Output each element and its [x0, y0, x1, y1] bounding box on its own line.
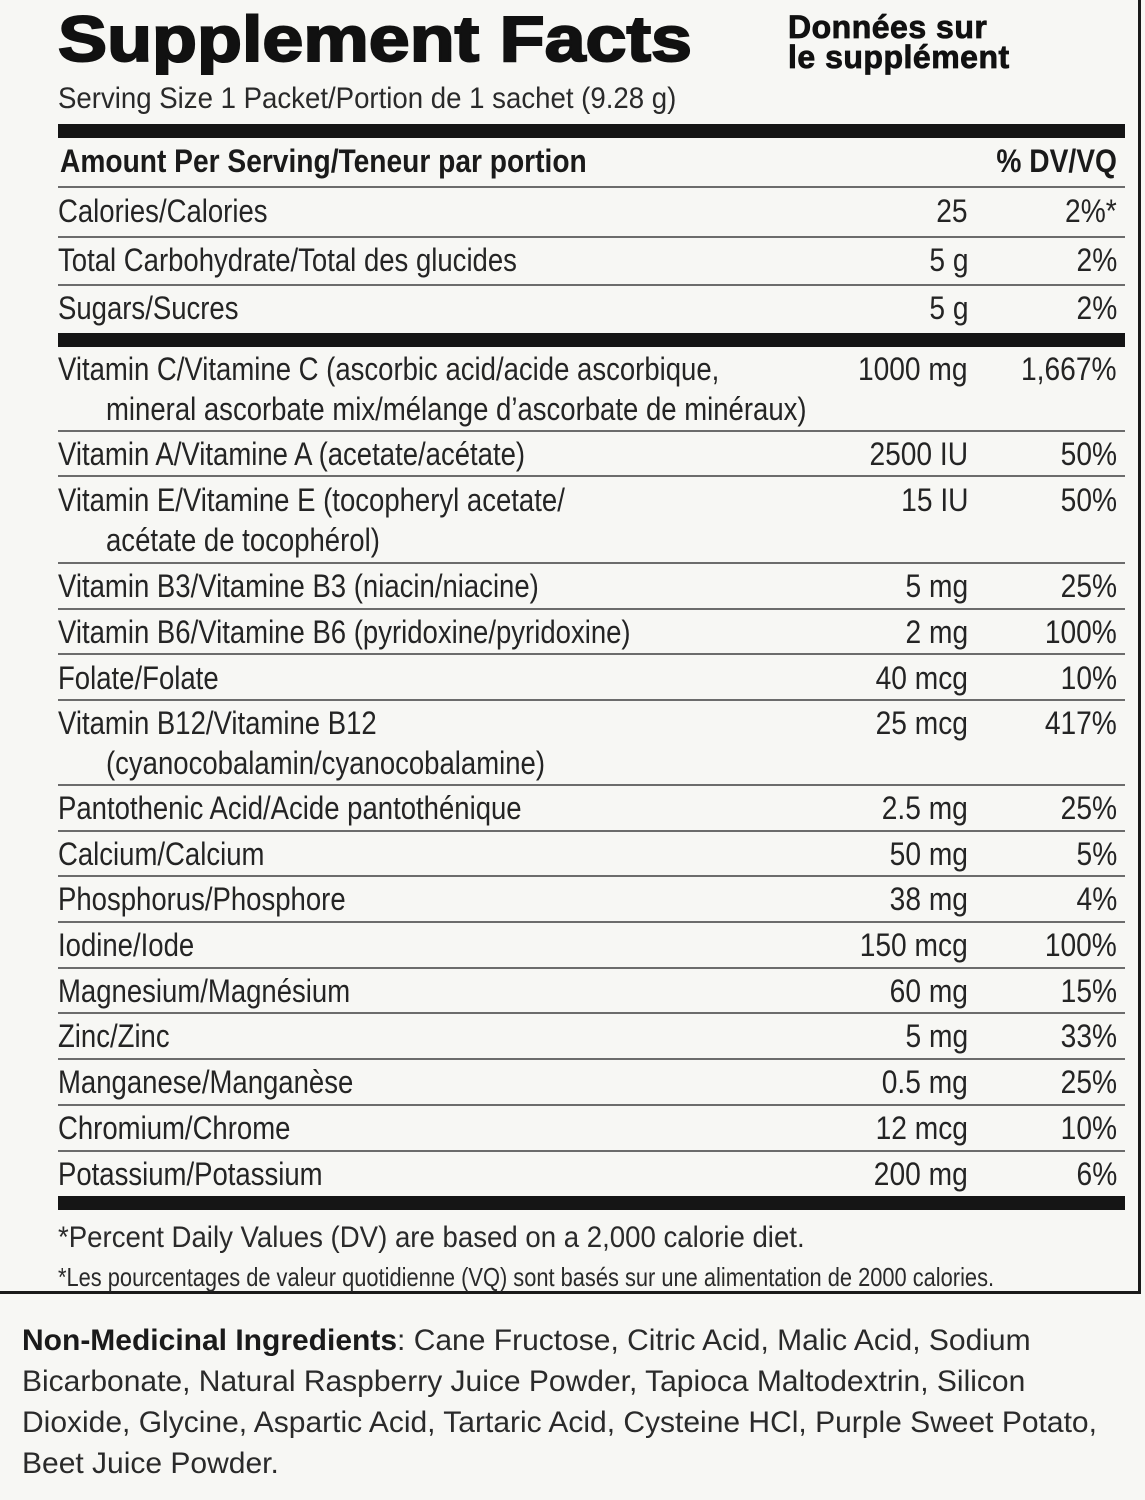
- nutrient-dv: 10%: [1060, 660, 1117, 696]
- nutrient-name: Iodine/Iode: [58, 927, 195, 963]
- divider: [58, 562, 1125, 564]
- nutrient-name: Phosphorus/Phosphore: [58, 881, 346, 917]
- nutrient-name: Total Carbohydrate/Total des glucides: [58, 242, 517, 278]
- nutrient-dv: 2%*: [1065, 193, 1117, 229]
- ingredients-text: : Cane Fructose, Citric Acid, Malic Acid, Sodium Bicarbonate, Natural Raspberry Juice Powder, Tapioca Maltodextrin, Silicon Dioxide, Glycine, Aspartic Acid, Tartaric Acid, Cysteine HCl, Purple Sweet Potato, Beet Juice Powder.: [22, 1324, 1097, 1480]
- nutrient-amount: 5 mg: [905, 568, 968, 604]
- nutrient-name: Magnesium/Magnésium: [58, 973, 351, 1009]
- dv-label: % DV/VQ: [996, 143, 1117, 179]
- table-row: [58, 480, 1125, 562]
- non-medicinal-ingredients: [22, 1320, 1132, 1484]
- table-row: [58, 349, 1125, 431]
- nutrient-name: Chromium/Chrome: [58, 1110, 291, 1146]
- divider: [58, 430, 1125, 432]
- footnote-french: *Les pourcentages de valeur quotidienne (VQ) sont basés sur une alimentation de 2000 calories.: [58, 1262, 995, 1292]
- nutrient-amount: 2.5 mg: [881, 790, 968, 826]
- nutrient-amount: 50 mg: [889, 836, 968, 872]
- divider: [58, 236, 1125, 238]
- nutrient-dv: 25%: [1060, 568, 1117, 604]
- nutrient-name: Sugars/Sucres: [58, 290, 239, 326]
- nutrient-amount: 2 mg: [905, 614, 968, 650]
- divider: [58, 186, 1125, 188]
- footnote-english: *Percent Daily Values (DV) are based on a 2,000 calorie diet.: [58, 1221, 805, 1254]
- nutrient-amount: 150 mcg: [859, 927, 968, 963]
- nutrient-amount: 5 mg: [905, 1018, 968, 1054]
- nutrient-name: Folate/Folate: [58, 660, 219, 696]
- nutrient-amount: 40 mcg: [875, 660, 968, 696]
- nutrient-name-continued: acétate de tocophérol): [106, 522, 380, 558]
- nutrient-amount: 60 mg: [889, 973, 968, 1009]
- divider: [58, 967, 1125, 969]
- nutrient-name: Potassium/Potassium: [58, 1156, 323, 1192]
- divider: [58, 699, 1125, 701]
- nutrient-amount: 5 g: [928, 242, 968, 278]
- nutrient-name: Manganese/Manganèse: [58, 1064, 354, 1100]
- table-header: [58, 140, 1125, 182]
- divider: [58, 784, 1125, 786]
- nutrient-dv: 1,667%: [1021, 351, 1117, 387]
- nutrient-dv: 6%: [1076, 1156, 1117, 1192]
- nutrient-name: Vitamin E/Vitamine E (tocopheryl acetate/: [58, 482, 565, 518]
- divider: [58, 608, 1125, 610]
- nutrient-dv: 2%: [1076, 242, 1117, 278]
- top-thick-divider: [58, 124, 1125, 138]
- nutrient-amount: 1000 mg: [858, 351, 968, 387]
- nutrient-name: Calories/Calories: [58, 193, 268, 229]
- nutrient-amount: 25 mcg: [875, 705, 968, 741]
- nutrient-amount: 25: [936, 193, 968, 229]
- nutrient-amount: 0.5 mg: [881, 1064, 968, 1100]
- nutrient-dv: 50%: [1060, 482, 1117, 518]
- divider: [58, 1058, 1125, 1060]
- divider: [58, 653, 1125, 655]
- nutrient-name: Calcium/Calcium: [58, 836, 265, 872]
- title-row: [58, 0, 1143, 82]
- divider: [58, 1104, 1125, 1106]
- divider: [58, 875, 1125, 877]
- table-row: [58, 703, 1125, 785]
- title-french-line2: le supplément: [788, 39, 1010, 75]
- nutrient-dv: 417%: [1044, 705, 1117, 741]
- nutrient-amount: 5 g: [928, 290, 968, 326]
- nutrient-dv: 25%: [1060, 1064, 1117, 1100]
- divider: [58, 1012, 1125, 1014]
- nutrient-amount: 38 mg: [889, 881, 968, 917]
- divider: [58, 284, 1125, 286]
- nutrient-name: Zinc/Zinc: [58, 1018, 170, 1054]
- bottom-thick-divider: [58, 1196, 1125, 1210]
- amount-per-serving-label: Amount Per Serving/Teneur par portion: [60, 143, 587, 179]
- nutrient-name-continued: mineral ascorbate mix/mélange d’ascorbate de minéraux): [106, 391, 807, 427]
- nutrient-dv: 25%: [1060, 790, 1117, 826]
- nutrient-name: Vitamin A/Vitamine A (acetate/acétate): [58, 436, 526, 472]
- nutrient-dv: 50%: [1060, 436, 1117, 472]
- nutrient-dv: 100%: [1044, 927, 1117, 963]
- title-french: [788, 9, 1010, 75]
- nutrient-dv: 100%: [1044, 614, 1117, 650]
- divider: [58, 1150, 1125, 1152]
- nutrient-name: Vitamin B3/Vitamine B3 (niacin/niacine): [58, 568, 539, 604]
- nutrient-dv: 33%: [1060, 1018, 1117, 1054]
- nutrient-dv: 4%: [1076, 881, 1117, 917]
- nutrient-name-continued: (cyanocobalamin/cyanocobalamine): [106, 745, 546, 781]
- nutrient-amount: 12 mcg: [875, 1110, 968, 1146]
- nutrient-name: Vitamin B6/Vitamine B6 (pyridoxine/pyridoxine): [58, 614, 631, 650]
- nutrient-amount: 200 mg: [874, 1156, 968, 1192]
- title-english: Supplement Facts: [58, 3, 692, 75]
- nutrient-dv: 10%: [1060, 1110, 1117, 1146]
- ingredients-label: Non-Medicinal Ingredients: [22, 1324, 398, 1357]
- nutrient-dv: 5%: [1076, 836, 1117, 872]
- nutrient-dv: 2%: [1076, 290, 1117, 326]
- divider: [58, 830, 1125, 832]
- serving-size: Serving Size 1 Packet/Portion de 1 sachet (9.28 g): [58, 82, 677, 115]
- nutrient-dv: 15%: [1060, 973, 1117, 1009]
- title-french-line1: Données sur: [788, 9, 988, 45]
- nutrient-name: Vitamin B12/Vitamine B12: [58, 705, 377, 741]
- divider: [58, 475, 1125, 477]
- nutrient-name: Pantothenic Acid/Acide pantothénique: [58, 790, 522, 826]
- divider: [58, 921, 1125, 923]
- nutrient-amount: 2500 IU: [869, 436, 968, 472]
- nutrient-amount: 15 IU: [900, 482, 968, 518]
- nutrient-name: Vitamin C/Vitamine C (ascorbic acid/acide ascorbique,: [58, 351, 720, 387]
- middle-thick-divider: [58, 333, 1125, 347]
